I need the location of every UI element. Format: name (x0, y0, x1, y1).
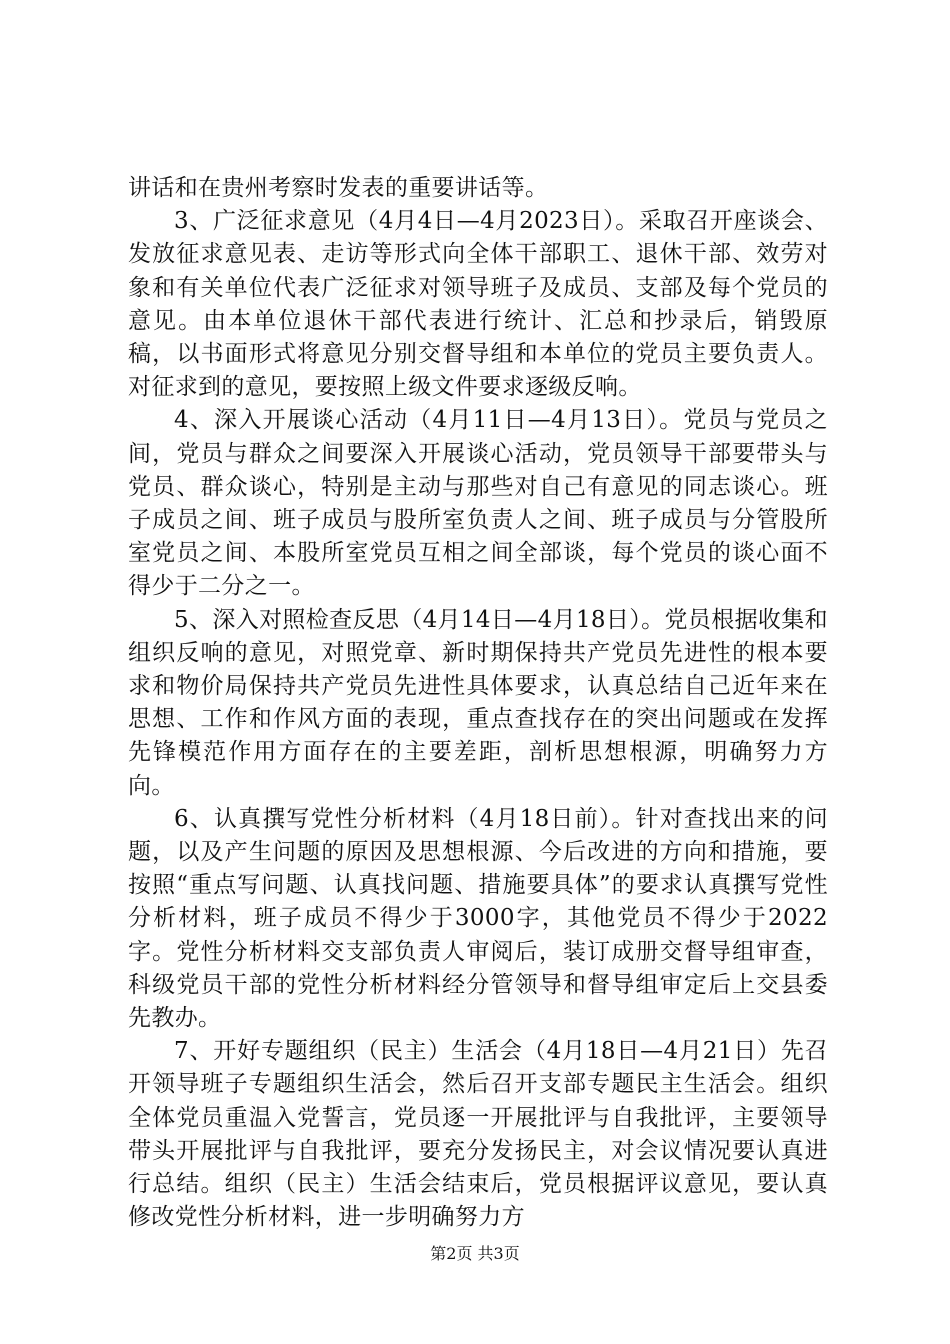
paragraph-continuation: 讲话和在贵州考察时发表的重要讲话等。 (128, 175, 549, 201)
page-number-footer: 第2页 共3页 (430, 1244, 520, 1263)
paragraph-item-3: 3、广泛征求意见（4月4日—4月2023日）。采取召开座谈会、发放征求意见表、走访等形式向全体干部职工、退休干部、效劳对象和有关单位代表广泛征求对领导班子及成员、支部及每个党员的意见。由本单位退休干部代表进行统计、汇总和抄录后，销毁原稿，以书面形式将意见分别交督导组和本单位的党员主要负责人。对征求到的意见，要按照上级文件要求逐级反响。 (128, 208, 828, 401)
document-body (128, 172, 828, 1235)
paragraph-item-4: 4、深入开展谈心活动（4月11日—4月13日）。党员与党员之间，党员与群众之间要深入开展谈心活动，党员领导干部要带头与党员、群众谈心，特别是主动与那些对自己有意见的同志谈心。班子成员之间、班子成员与股所室负责人之间、班子成员与分管股所室党员之间、本股所室党员互相之间全部谈，每个党员的谈心面不得少于二分之一。 (128, 407, 828, 600)
paragraph-item-6: 6、认真撰写党性分析材料（4月18日前）。针对查找出来的问题，以及产生问题的原因及思想根源、今后改进的方向和措施，要按照“重点写问题、认真找问题、措施要具体”的要求认真撰写党性分析材料，班子成员不得少于3000字，其他党员不得少于2022字。党性分析材料交支部负责人审阅后，装订成册交督导组审查，科级党员干部的党性分析材料经分管领导和督导组审定后上交县委先教办。 (128, 805, 828, 1032)
paragraph-item-7: 7、开好专题组织（民主）生活会（4月18日—4月21日）先召开领导班子专题组织生活会，然后召开支部专题民主生活会。组织全体党员重温入党誓言，党员逐一开展批评与自我批评，主要领导带头开展批评与自我批评，要充分发扬民主，对会议情况要认真进行总结。组织（民主）生活会结束后，党员根据评议意见，要认真修改党性分析材料，进一步明确努力方 (128, 1038, 828, 1231)
paragraph-item-5: 5、深入对照检查反思（4月14日—4月18日）。党员根据收集和组织反响的意见，对照党章、新时期保持共产党员先进性的根本要求和物价局保持共产党员先进性具体要求，认真总结自己近年来在思想、工作和作风方面的表现，重点查找存在的突出问题或在发挥先锋模范作用方面存在的主要差距，剖析思想根源，明确努力方向。 (128, 606, 828, 799)
